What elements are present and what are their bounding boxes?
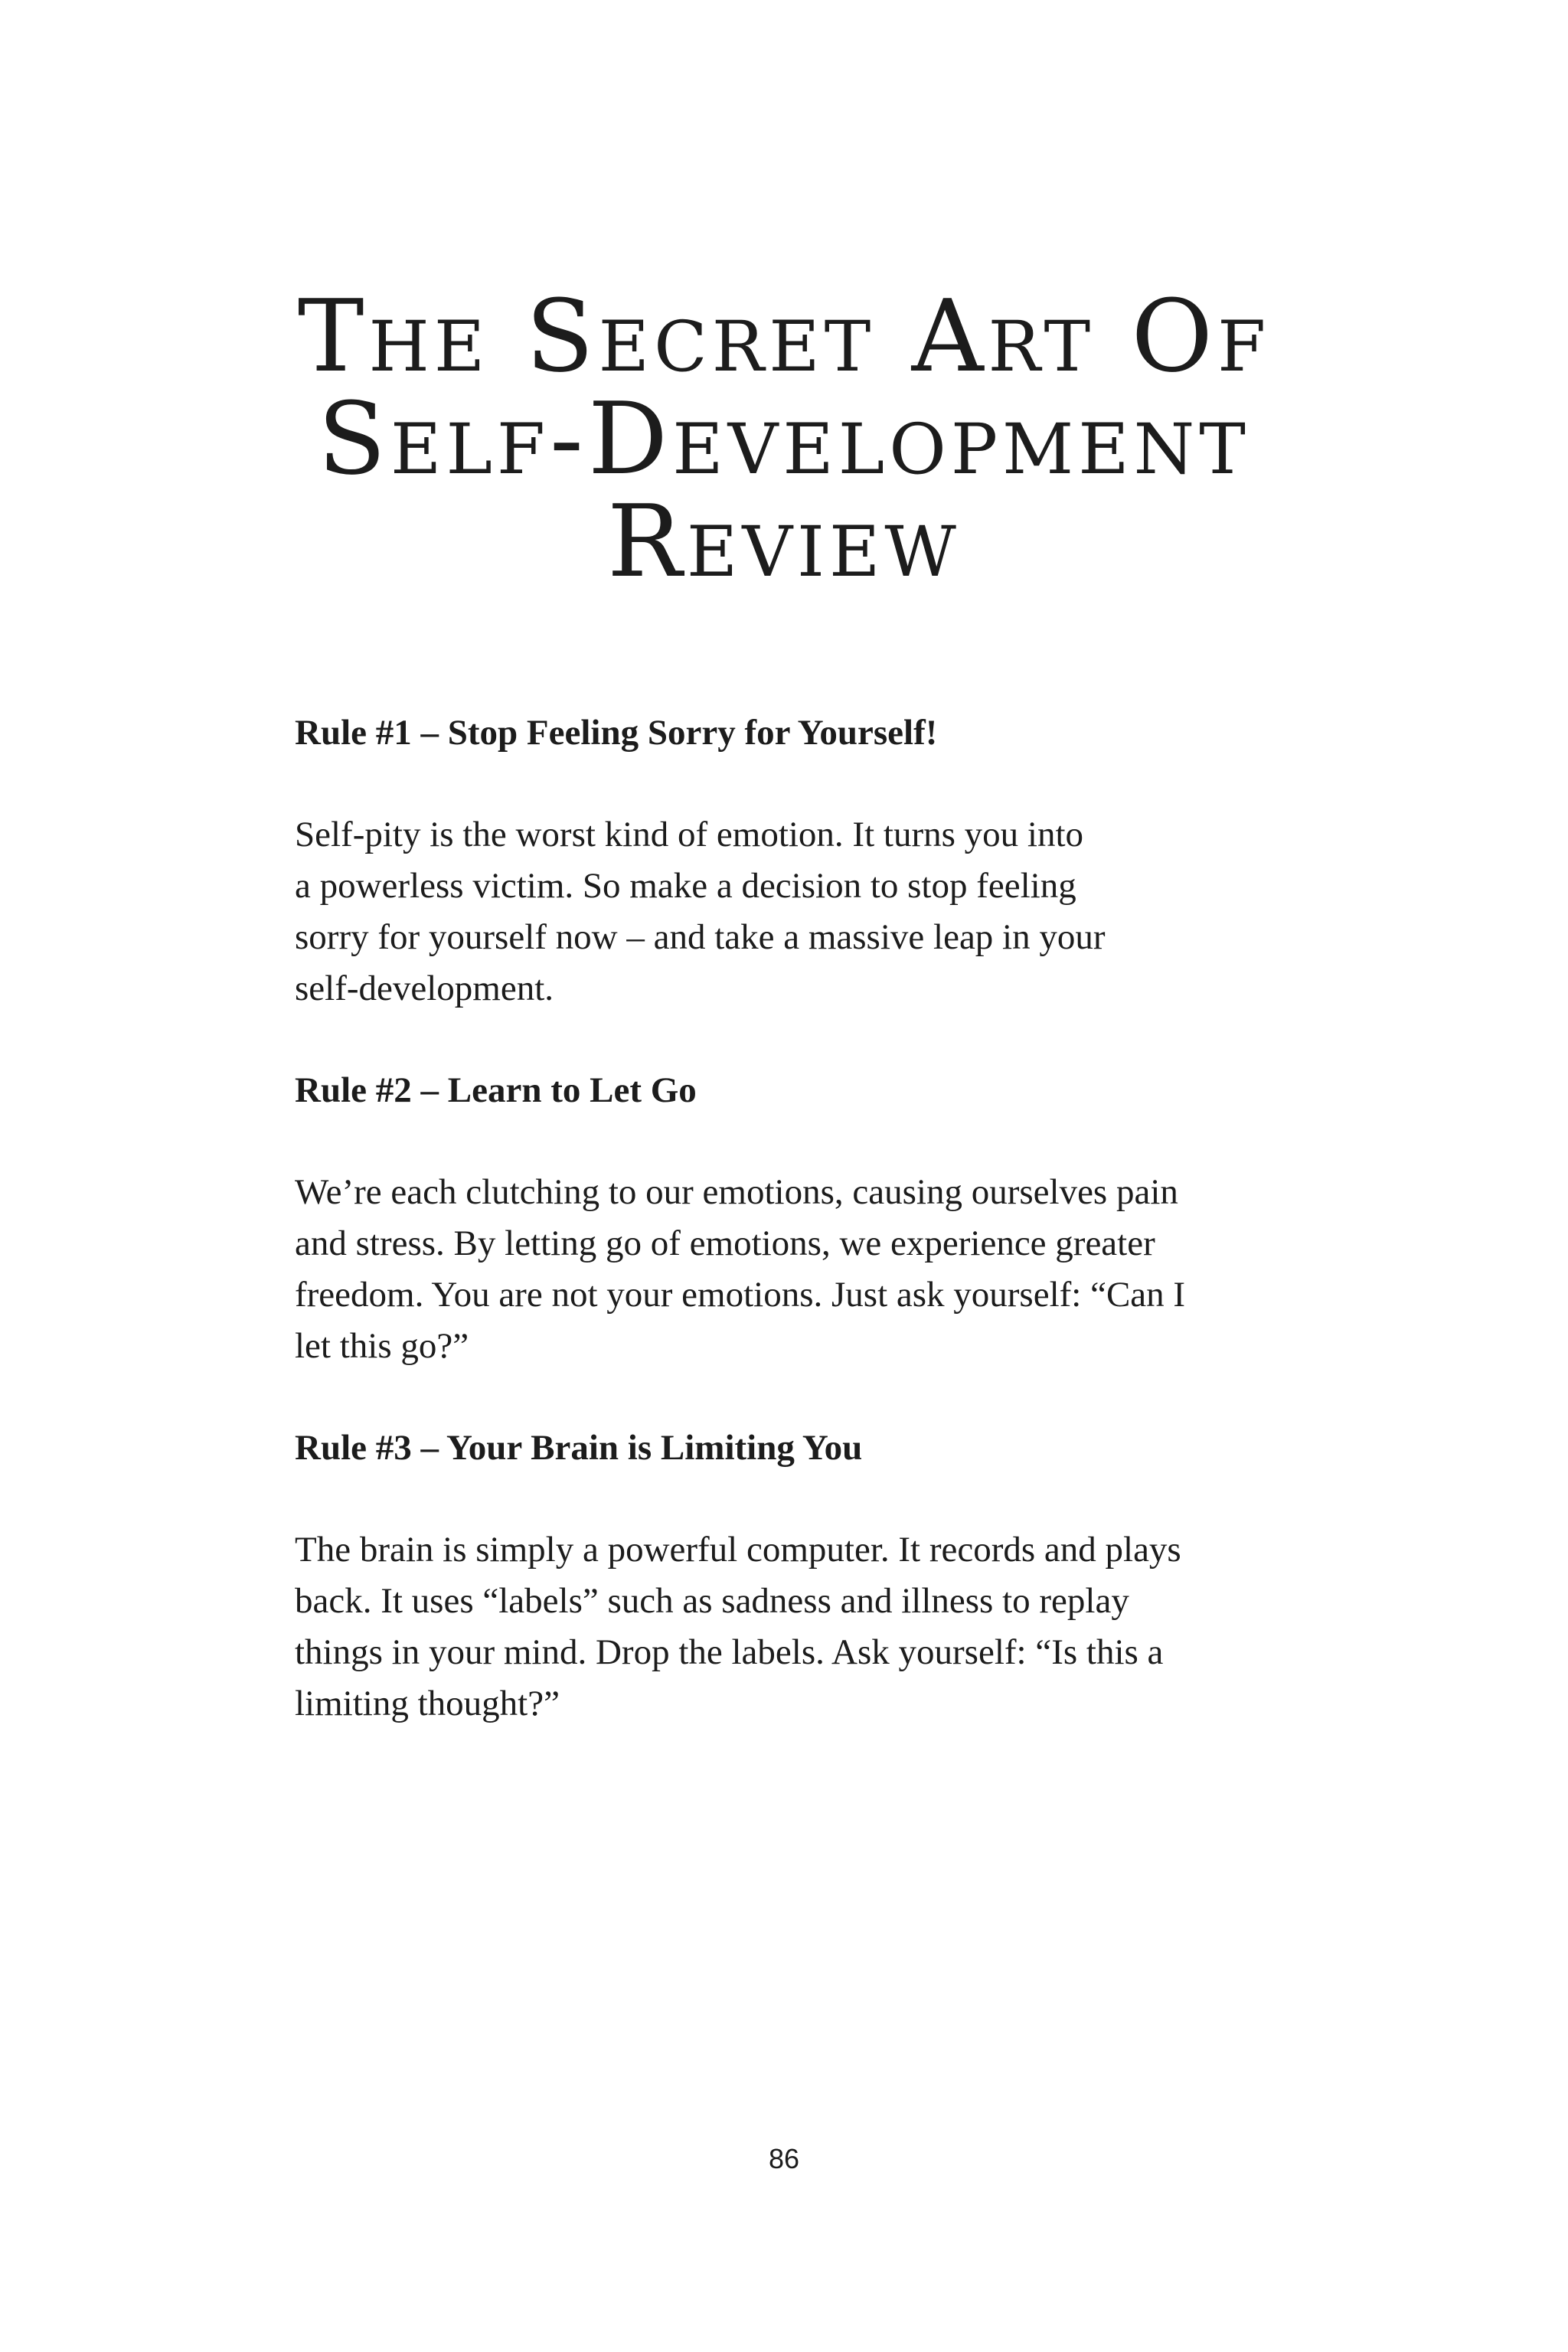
rule-2-body-line: We’re each clutching to our emotions, causing ourselves pain: [295, 1172, 1178, 1212]
title-line-2: Self-Development: [318, 381, 1250, 497]
rule-3-body-line: back. It uses “labels” such as sadness and illness to replay: [295, 1581, 1129, 1621]
spacer: [295, 1474, 1290, 1524]
rule-1-body-line: Self-pity is the worst kind of emotion. It turns you into: [295, 815, 1084, 854]
rule-3-heading: Rule #3 – Your Brain is Limiting You: [295, 1428, 863, 1468]
rule-1-body: [295, 809, 1290, 1014]
spacer: [295, 1014, 1290, 1065]
rule-3-section: [295, 1423, 1290, 1730]
rule-1-body-line: a powerless victim. So make a decision to stop feeling: [295, 866, 1076, 906]
rule-2-body-line: and stress. By letting go of emotions, we experience greater: [295, 1223, 1155, 1263]
spacer: [295, 759, 1290, 809]
spacer: [295, 1116, 1290, 1167]
rule-2-section: [295, 1065, 1290, 1423]
rule-3-body-line: limiting thought?”: [295, 1684, 560, 1723]
rule-1-heading: Rule #1 – Stop Feeling Sorry for Yourself!: [295, 713, 938, 753]
rule-3-body-line: things in your mind. Drop the labels. Ask yourself: “Is this a: [295, 1632, 1164, 1672]
rule-1-body-line: sorry for yourself now – and take a massive leap in your: [295, 917, 1106, 957]
title-line-3: Review: [607, 483, 961, 599]
rule-2-body: [295, 1167, 1290, 1372]
rule-1-body-line: self-development.: [295, 969, 554, 1008]
spacer: [295, 1372, 1290, 1423]
rule-2-body-line: freedom. You are not your emotions. Just ask yourself: “Can I: [295, 1275, 1186, 1315]
rule-2-body-line: let this go?”: [295, 1326, 469, 1366]
page-content: [295, 707, 1290, 1730]
rule-3-body: [295, 1524, 1290, 1730]
page-title: [0, 278, 1568, 599]
rule-1-section: [295, 707, 1290, 1065]
title-line-1: The Secret Art Of: [297, 278, 1271, 394]
rule-3-body-line: The brain is simply a powerful computer. It records and plays: [295, 1530, 1181, 1570]
page-number: 86: [768, 2143, 800, 2174]
rule-2-heading: Rule #2 – Learn to Let Go: [295, 1070, 697, 1110]
